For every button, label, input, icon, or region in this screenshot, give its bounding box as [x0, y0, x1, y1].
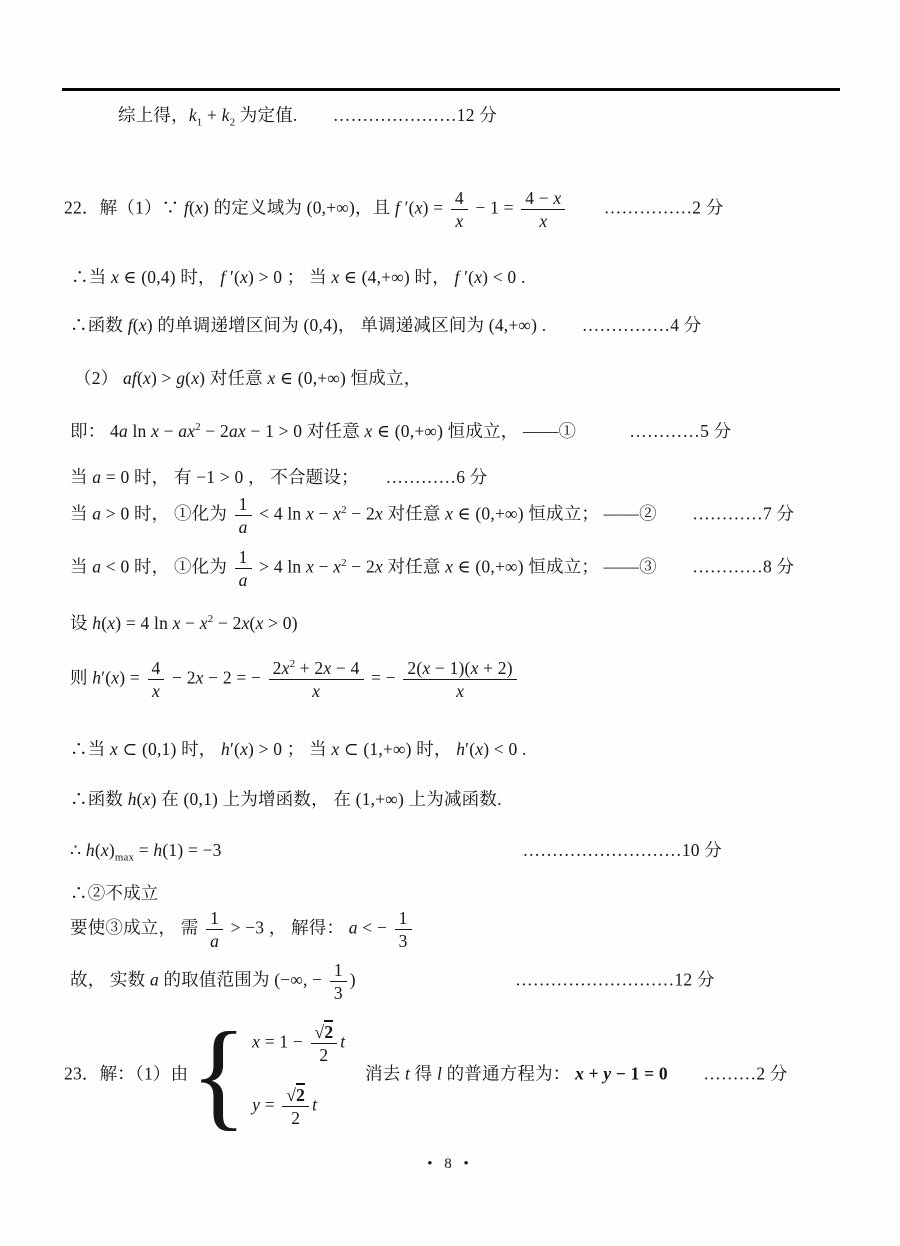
text-run: 对任意 — [382, 556, 446, 577]
text-run: ⊂ (0,1) 时， — [117, 739, 222, 759]
fraction-numerator — [330, 960, 347, 982]
fraction-denominator — [315, 1044, 332, 1065]
math-variable: ax — [228, 421, 246, 441]
text-run: ) < 0 . — [483, 739, 527, 759]
math-variable: t — [340, 1031, 346, 1052]
text-run — [576, 421, 629, 441]
math-variable: x — [152, 681, 160, 702]
text-run: > 0 时， ①化为 — [101, 503, 232, 524]
math-variable: h — [456, 739, 466, 759]
fraction-numerator — [395, 908, 412, 930]
equation-row — [252, 1022, 345, 1065]
fraction-denominator — [287, 1107, 304, 1128]
text-run: …………6 分 — [385, 467, 488, 487]
fraction-numerator — [206, 908, 223, 930]
fraction-numerator — [451, 188, 468, 210]
text-line-h-max — [70, 838, 722, 863]
text-run: 的普通方程为： — [442, 1063, 576, 1084]
equation-row — [252, 1085, 345, 1128]
text-run: 1 — [238, 494, 248, 514]
text-run: (1) = −3 — [162, 840, 222, 860]
text-run: > −3 ， 解得： — [226, 917, 349, 938]
math-variable: h — [221, 739, 230, 759]
math-variable: x — [191, 368, 200, 388]
math-variable: f — [454, 267, 460, 287]
text-run: ( — [136, 368, 143, 388]
math-variable: x — [455, 211, 464, 232]
math-variable: f — [183, 197, 189, 218]
math-variable: f — [220, 267, 226, 287]
math-variable: x — [474, 267, 483, 287]
text-run: 1 — [210, 908, 220, 928]
fraction-denominator — [451, 210, 467, 231]
math-variable: x — [414, 197, 423, 218]
text-run: ∴函数 — [70, 315, 128, 335]
radical-sign-icon: √ — [314, 1022, 325, 1042]
text-run: ) 对任意 — [199, 368, 268, 388]
fraction — [206, 908, 223, 951]
math-variable: a — [238, 517, 248, 538]
text-run: ( — [249, 613, 256, 633]
text-run: 故， 实数 — [70, 969, 150, 990]
text-run: = − — [366, 667, 401, 688]
text-run: 对任意 — [382, 503, 446, 524]
text-run: ln — [127, 421, 152, 441]
fraction — [311, 1022, 338, 1065]
math-variable: x — [255, 613, 264, 633]
fraction-denominator — [148, 680, 164, 701]
text-run: ) — [349, 969, 356, 990]
math-variable: x — [422, 658, 431, 678]
math-variable: x — [172, 613, 181, 633]
text-run: 则 — [70, 667, 93, 688]
math-variable: a — [238, 570, 248, 591]
text-run: ∈ (0,+∞) 恒成立； ——③ — [453, 556, 657, 577]
text-line-conclusion-k1k2 — [118, 103, 497, 128]
fraction-denominator — [395, 930, 412, 951]
math-variable: l — [436, 1063, 443, 1084]
math-variable: a — [348, 917, 358, 938]
math-variable: x — [100, 840, 109, 860]
math-variable: x — [111, 667, 120, 688]
text-line-case-a-positive — [70, 494, 794, 537]
math-variable: x — [470, 658, 479, 678]
text-run: 消去 — [347, 1063, 406, 1084]
fraction-numerator — [148, 658, 165, 680]
math-variable: x — [305, 503, 314, 524]
math-variable: x — [195, 667, 204, 688]
text-line-case-a-zero — [70, 465, 487, 490]
math-variable: x — [107, 613, 116, 633]
text-run: − — [313, 556, 334, 577]
text-run: 综上得， — [118, 105, 189, 125]
left-brace: { — [190, 1007, 248, 1142]
text-run — [222, 840, 523, 860]
text-run: 2 — [319, 1045, 329, 1066]
bold-text: + — [584, 1063, 604, 1084]
fraction-denominator — [206, 930, 223, 951]
text-run: （2） — [74, 368, 123, 388]
text-run: 4 — [151, 658, 161, 678]
text-run: − 2 — [200, 421, 229, 441]
fraction — [282, 1085, 309, 1128]
text-run: − — [180, 613, 200, 633]
subscript: max — [114, 851, 135, 864]
radicand: 2 — [296, 1085, 306, 1106]
math-variable: x — [142, 789, 151, 809]
text-run: ∴②不成立 — [70, 883, 159, 903]
text-run: 当 — [70, 467, 93, 487]
fraction — [451, 188, 468, 231]
fraction-numerator — [282, 1085, 309, 1107]
text-run: 2 — [272, 658, 282, 678]
text-run: 4 — [454, 188, 464, 208]
text-run: = 0 时， 有 −1 > 0 ， 不合题设； — [101, 467, 351, 487]
text-run: ∈ (0,4) 时， — [118, 267, 221, 287]
text-run: 3 — [398, 931, 408, 952]
text-run: − 1)( — [430, 658, 471, 678]
fraction-numerator — [403, 658, 516, 680]
math-variable: x — [333, 556, 342, 577]
math-variable: x — [109, 739, 118, 759]
fraction-denominator — [452, 680, 468, 701]
text-line-three-condition — [70, 908, 415, 951]
math-variable: x — [445, 503, 454, 524]
math-variable: x — [281, 658, 290, 678]
fraction — [235, 547, 252, 590]
text-run: ∈ (0,+∞) 恒成立； ——② — [453, 503, 657, 524]
fraction — [269, 658, 364, 701]
math-variable: x — [240, 267, 249, 287]
page-number: • 8 • — [427, 1156, 473, 1172]
text-run: ) 的单调递增区间为 (0,4)， 单调递减区间为 (4,+∞) . — [146, 315, 547, 335]
text-run: ( — [101, 613, 108, 633]
superscript: 2 — [289, 658, 296, 671]
math-variable: t — [312, 1094, 318, 1115]
text-run: ) > 0 ； 当 — [248, 267, 332, 287]
fraction-numerator — [311, 1022, 338, 1044]
text-run: ) 的定义域为 (0,+∞)，且 — [203, 197, 395, 218]
square-root — [315, 1020, 334, 1042]
math-variable: t — [405, 1063, 411, 1084]
text-run: = — [134, 840, 154, 860]
text-line-define-h — [70, 611, 298, 636]
text-run: 2 — [291, 1108, 301, 1129]
text-run: 为定值. — [235, 105, 298, 125]
text-run: 4 − — [525, 188, 554, 208]
math-variable: x — [323, 658, 332, 678]
superscript: 2 — [207, 613, 214, 626]
text-line-sol23-step1 — [64, 1007, 788, 1142]
math-variable: x — [553, 188, 562, 208]
text-run: 2( — [407, 658, 423, 678]
text-run: − 4 — [331, 658, 360, 678]
text-run: 设 — [70, 613, 93, 633]
math-variable: k — [221, 105, 230, 125]
text-run: − 2 = − — [203, 667, 266, 688]
superscript: 2 — [195, 421, 201, 434]
text-run: …………8 分 — [692, 556, 795, 577]
fraction — [148, 658, 165, 701]
math-variable: x — [456, 681, 465, 702]
text-run: − 1 = — [470, 197, 519, 218]
math-variable: x — [333, 503, 342, 524]
math-variable: x — [312, 681, 321, 702]
text-run: + 2 — [295, 658, 324, 678]
bold-math-variable: y — [603, 1063, 612, 1084]
text-run: ) > 0 ； 当 — [248, 739, 332, 759]
math-variable: f — [127, 315, 133, 335]
text-run: ) > — [150, 368, 177, 388]
fraction-denominator — [235, 569, 252, 590]
text-run: 1 — [238, 547, 248, 567]
text-run: ∴函数 — [70, 789, 128, 809]
text-run: ′( — [230, 739, 241, 759]
text-run: ∈ (4,+∞) 时， — [339, 267, 455, 287]
math-variable: a — [92, 556, 102, 577]
text-line-part2-condition — [74, 366, 421, 391]
radicand: 2 — [324, 1022, 334, 1042]
text-run: > 4 ln — [254, 556, 306, 577]
text-line-h-derivative — [70, 658, 520, 701]
text-run: ……………2 分 — [603, 197, 724, 218]
math-variable: x — [267, 368, 276, 388]
bold-text: − 1 = 0 — [611, 1063, 668, 1084]
math-variable: x — [364, 421, 373, 441]
text-line-inequality-1 — [70, 419, 731, 444]
fraction-numerator — [521, 188, 565, 210]
text-run: ………………………10 分 — [522, 840, 723, 860]
fraction — [235, 494, 252, 537]
text-run: …………………12 分 — [332, 105, 497, 125]
math-variable: k — [188, 105, 197, 125]
square-root — [286, 1083, 305, 1105]
radical-sign-icon: √ — [286, 1085, 297, 1106]
text-run: 当 — [70, 556, 93, 577]
math-variable: x — [195, 197, 203, 218]
math-variable: x — [142, 368, 151, 388]
math-variable: x — [331, 739, 340, 759]
subscript: 1 — [196, 116, 203, 129]
text-run: ( — [132, 315, 139, 335]
text-run — [297, 105, 332, 125]
fraction-numerator — [269, 658, 364, 680]
math-variable: x — [241, 613, 250, 633]
subscript: 2 — [229, 116, 236, 129]
text-run: < 4 ln — [254, 503, 306, 524]
math-variable: x — [305, 556, 314, 577]
math-variable: h — [127, 789, 137, 809]
text-run: 的取值范围为 (−∞, − — [158, 969, 327, 990]
text-run — [546, 315, 581, 335]
text-line-h-derivative-sign — [70, 737, 527, 762]
text-run: …………5 分 — [629, 421, 732, 441]
text-run — [668, 1063, 703, 1083]
text-run — [356, 970, 515, 990]
text-run: 即： 4 — [70, 421, 119, 441]
math-variable: f — [394, 197, 401, 218]
text-run: − 2 — [167, 667, 196, 688]
math-variable: g — [176, 368, 186, 388]
math-variable: x — [539, 211, 548, 232]
text-run: 得 — [410, 1063, 437, 1084]
text-run: ( — [189, 197, 196, 218]
math-variable: x — [138, 315, 147, 335]
math-variable: x — [445, 556, 454, 577]
math-variable: x — [151, 421, 160, 441]
text-run — [657, 504, 692, 524]
fraction-numerator — [235, 494, 252, 516]
text-line-two-invalid — [70, 881, 159, 906]
text-line-sol22-step1 — [64, 188, 724, 231]
text-run: ′( — [459, 267, 475, 287]
math-variable: a — [92, 503, 102, 524]
math-variable: x — [199, 613, 208, 633]
math-variable: x — [374, 503, 383, 524]
math-variable: af — [122, 368, 137, 388]
math-variable: ax — [178, 421, 196, 441]
math-variable: a — [118, 421, 128, 441]
text-run: …………7 分 — [692, 503, 795, 524]
math-variable: h — [92, 613, 102, 633]
text-line-f-derivative-sign — [71, 265, 526, 290]
text-line-case-a-negative — [70, 547, 794, 590]
math-variable: x — [475, 739, 484, 759]
text-run: − 1 > 0 对任意 — [245, 421, 365, 441]
text-run: ′( — [400, 197, 415, 218]
math-variable: a — [149, 969, 159, 990]
text-run: ……………4 分 — [581, 315, 702, 335]
text-run: ′( — [465, 739, 476, 759]
text-run: 1 — [333, 960, 343, 980]
text-line-h-monotonic — [70, 787, 502, 812]
text-run: = 1 − — [260, 1031, 308, 1052]
fraction-denominator — [330, 982, 347, 1003]
text-run: > 0) — [263, 613, 298, 633]
text-run: ⊂ (1,+∞) 时， — [339, 739, 457, 759]
math-variable: x — [110, 267, 119, 287]
text-run: 3 — [333, 983, 343, 1004]
text-run: 当 — [70, 503, 93, 524]
math-variable: x — [331, 267, 340, 287]
text-run: − — [313, 503, 334, 524]
fraction-denominator — [235, 516, 252, 537]
text-run: ) = — [119, 667, 145, 688]
superscript: 2 — [341, 503, 347, 516]
fraction-denominator — [308, 680, 324, 701]
math-variable: x — [240, 739, 249, 759]
math-variable: x — [252, 1031, 261, 1052]
bold-math-variable: x — [575, 1063, 585, 1084]
fraction — [521, 188, 565, 231]
text-run: ∈ (0,+∞) 恒成立， — [275, 368, 422, 388]
text-run: ∴当 — [71, 267, 111, 287]
fraction-numerator — [235, 547, 252, 569]
text-run: 1 — [398, 908, 408, 928]
text-line-a-range — [70, 960, 715, 1003]
text-run: 22．解（1）∵ — [64, 197, 184, 218]
text-run: ………………………12 分 — [515, 969, 715, 990]
equation-system — [190, 1007, 346, 1142]
text-run: + 2) — [478, 658, 513, 678]
math-variable: a — [92, 467, 102, 487]
text-run: − 2 — [346, 503, 375, 524]
superscript: 2 — [341, 556, 347, 569]
text-run: + — [202, 105, 222, 125]
text-run: 要使③成立， 需 — [70, 917, 204, 938]
text-run: ( — [94, 840, 101, 860]
text-run: ) — [108, 840, 115, 860]
fraction — [330, 960, 347, 1003]
text-run — [657, 557, 692, 577]
math-variable: x — [374, 556, 383, 577]
fraction-denominator — [535, 210, 551, 231]
text-run: ∴当 — [70, 739, 110, 759]
text-run: ………2 分 — [703, 1063, 788, 1084]
fraction — [403, 658, 516, 701]
text-run — [568, 198, 603, 218]
math-variable: h — [153, 840, 163, 860]
math-variable: y — [252, 1094, 261, 1115]
text-run: ) < 0 . — [482, 267, 526, 287]
text-run: ′( — [225, 267, 241, 287]
text-run: − 2 — [213, 613, 242, 633]
text-run: ( — [136, 789, 143, 809]
text-run: ′( — [101, 667, 112, 688]
text-run: − 2 — [346, 556, 375, 577]
math-variable: h — [92, 667, 102, 688]
text-run: = — [260, 1094, 280, 1115]
math-variable: a — [210, 931, 220, 952]
text-run: ∴ — [70, 840, 86, 860]
math-variable: h — [85, 840, 95, 860]
text-run: < − — [357, 917, 392, 938]
equation-rows — [252, 1022, 345, 1129]
text-run — [350, 467, 385, 487]
text-run: ∈ (0,+∞) 恒成立， ——① — [372, 421, 577, 441]
text-run: ) = — [422, 197, 448, 218]
text-run: − — [159, 421, 179, 441]
text-run: 23．解：（1）由 — [64, 1063, 189, 1084]
text-run: ) 在 (0,1) 上为增函数， 在 (1,+∞) 上为减函数. — [150, 789, 502, 809]
text-run: < 0 时， ①化为 — [101, 556, 232, 577]
fraction — [395, 908, 412, 951]
text-line-f-monotonic-intervals — [70, 313, 701, 338]
text-run: ) = 4 ln — [115, 613, 173, 633]
text-run: ( — [185, 368, 192, 388]
